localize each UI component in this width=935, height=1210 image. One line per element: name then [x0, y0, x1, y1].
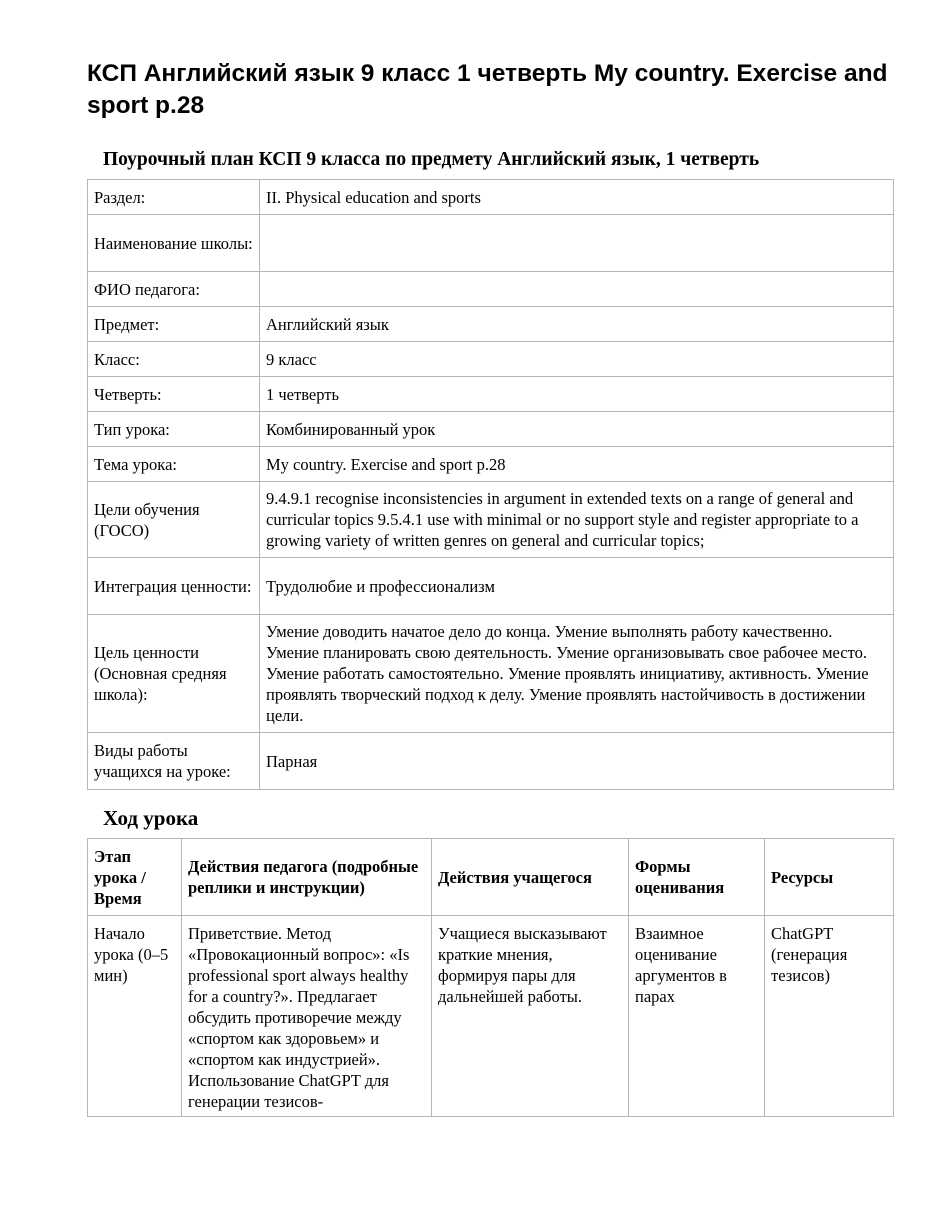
table-header-row [88, 839, 894, 916]
column-header-assessment: Формы оценивания [629, 839, 765, 916]
table-row [88, 733, 894, 790]
table-row [88, 412, 894, 447]
document-title: КСП Английский язык 9 класс 1 четверть My country. Exercise and sport p.28 [87, 60, 888, 119]
info-label: Виды работы учащихся на уроке: [88, 733, 260, 790]
cell-assessment: Взаимное оценивание аргументов в парах [629, 916, 765, 1117]
info-value: Комбинированный урок [260, 412, 894, 447]
info-value: Умение доводить начатое дело до конца. Умение выполнять работу качественно. Умение планировать свою деятельность. Умение организовывать свое рабочее место. Умение работать самостоятельно. Умение проявлять инициативу, активность. Умение проявлять творческий подход к делу. Умение проявлять настойчивость в достижении цели. [260, 615, 894, 733]
table-row [88, 482, 894, 558]
table-row [88, 916, 894, 1117]
table-row [88, 558, 894, 615]
table-row [88, 615, 894, 733]
column-header-stage: Этап урока / Время [88, 839, 182, 916]
info-label: Класс: [88, 342, 260, 377]
table-row [88, 307, 894, 342]
column-header-student: Действия учащегося [432, 839, 629, 916]
info-value: 1 четверть [260, 377, 894, 412]
info-label: Тип урока: [88, 412, 260, 447]
info-label: Наименование школы: [88, 215, 260, 272]
info-label: Предмет: [88, 307, 260, 342]
info-value: 9 класс [260, 342, 894, 377]
info-label: Четверть: [88, 377, 260, 412]
info-value [260, 272, 894, 307]
info-value: My country. Exercise and sport p.28 [260, 447, 894, 482]
table-row [88, 377, 894, 412]
table-row [88, 180, 894, 215]
info-label: Цели обучения (ГОСО) [88, 482, 260, 558]
table-row [88, 447, 894, 482]
lesson-flow-table [87, 838, 894, 1117]
info-value [260, 215, 894, 272]
info-label: Раздел: [88, 180, 260, 215]
column-header-teacher: Действия педагога (подробные реплики и инструкции) [182, 839, 432, 916]
info-value: Трудолюбие и профессионализм [260, 558, 894, 615]
document-page [87, 58, 893, 1117]
table-row [88, 272, 894, 307]
info-value: 9.4.9.1 recognise inconsistencies in argument in extended texts on a range of general and curricular topics 9.5.4.1 use with minimal or no support style and register appropriate to a growing variety of written genres on general and curricular topics; [260, 482, 894, 558]
info-value: II. Physical education and sports [260, 180, 894, 215]
cell-teacher: Приветствие. Метод «Провокационный вопрос»: «Is professional sport always healthy for a country?». Предлагает обсудить противоречие между «спортом как здоровьем» и «спортом как индустрией». Использование ChatGPT для генерации тезисов- [182, 916, 432, 1117]
cell-stage: Начало урока (0–5 мин) [88, 916, 182, 1117]
table-row [88, 215, 894, 272]
column-header-resources: Ресурсы [765, 839, 894, 916]
lesson-flow-heading: Ход урока [103, 806, 199, 830]
cell-student: Учащиеся высказывают краткие мнения, формируя пары для дальнейшей работы. [432, 916, 629, 1117]
info-label: ФИО педагога: [88, 272, 260, 307]
lesson-info-table [87, 179, 894, 790]
info-label: Интеграция ценности: [88, 558, 260, 615]
table-row [88, 342, 894, 377]
info-label: Цель ценности (Основная средняя школа): [88, 615, 260, 733]
info-value: Парная [260, 733, 894, 790]
info-label: Тема урока: [88, 447, 260, 482]
cell-resources: ChatGPT (генерация тезисов) [765, 916, 894, 1117]
info-value: Английский язык [260, 307, 894, 342]
plan-heading: Поурочный план КСП 9 класса по предмету Английский язык, 1 четверть [103, 149, 760, 170]
